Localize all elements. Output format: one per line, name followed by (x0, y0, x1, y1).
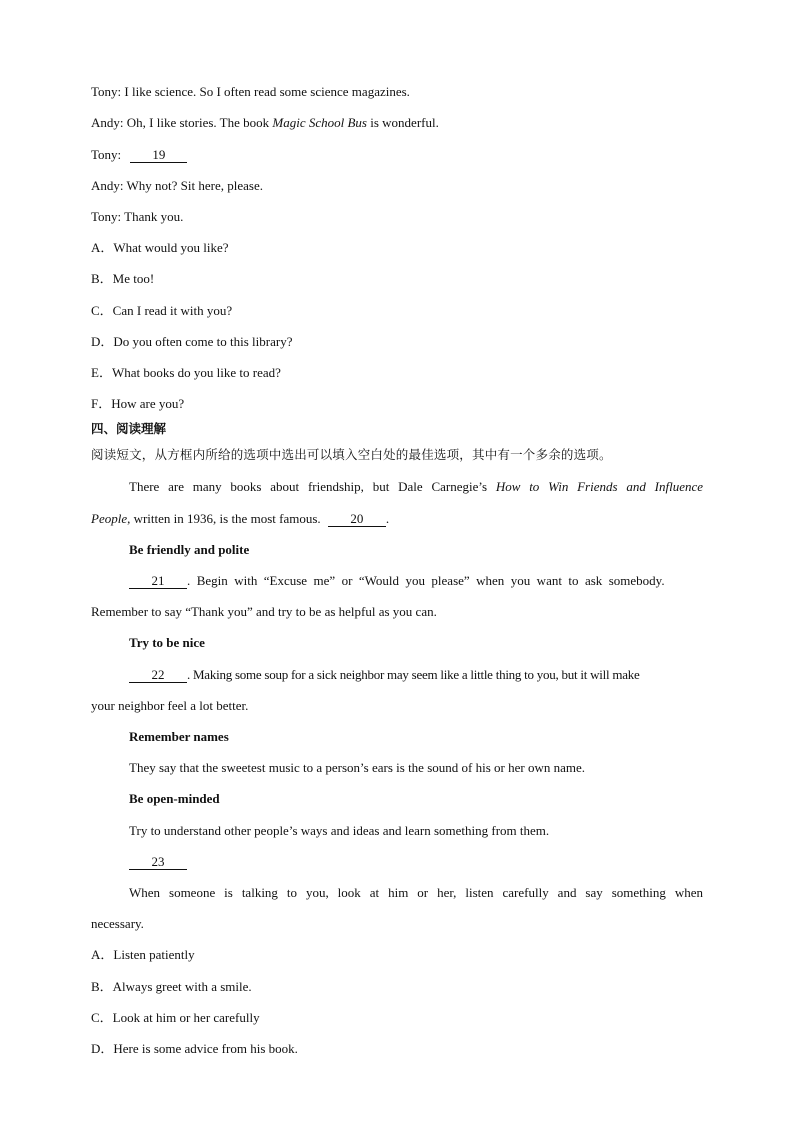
passage-line: Try to understand other people’s ways and ideas and learn something from them. (129, 823, 550, 838)
speaker: Andy: (91, 178, 124, 193)
passage-text: , written in 1936, is the most famous. (127, 511, 321, 526)
dialogue-text: I like science. So I often read some science magazines. (124, 84, 410, 99)
book-title: Magic School Bus (272, 115, 367, 130)
option-letter: C． (91, 303, 113, 318)
option-item (91, 271, 703, 287)
option-letter: C． (91, 1010, 113, 1025)
option-text: Here is some advice from his book. (113, 1041, 298, 1056)
dialogue-line (91, 115, 703, 131)
option-item (91, 240, 703, 256)
option-item (91, 365, 703, 381)
passage-intro-line: People, written in 1936, is the most famous. 20 . (91, 511, 390, 526)
option-letter: D． (91, 1041, 114, 1056)
dialogue-text: Oh, I like stories. The book (126, 115, 273, 130)
book-title: How to Win Friends and Influence (495, 479, 703, 494)
passage-line (129, 573, 703, 589)
option-letter: D． (91, 334, 114, 349)
option-text: Can I read it with you? (112, 303, 233, 318)
dialogue-line (91, 147, 703, 163)
book-title: People (91, 511, 128, 526)
option-text: Me too! (112, 271, 155, 286)
subheading: Remember names (129, 729, 229, 744)
option-letter: A． (91, 240, 114, 255)
option-letter: B． (91, 979, 113, 994)
passage-line: necessary. (91, 916, 144, 931)
dialogue-line (91, 178, 703, 194)
option-text: What would you like? (113, 240, 229, 255)
answer-blank[interactable]: 22 (129, 668, 187, 683)
option-item (91, 947, 703, 963)
subheading: Be open-minded (129, 791, 220, 806)
option-text: Listen patiently (113, 947, 195, 962)
option-letter: B． (91, 271, 113, 286)
option-item (91, 396, 703, 412)
dialogue-text: is wonderful. (366, 115, 439, 130)
option-letter: F． (91, 396, 112, 411)
option-text: Look at him or her carefully (112, 1010, 260, 1025)
passage-line: When someone is talking to you, look at him or her, listen carefully and say something when (129, 885, 703, 900)
option-text: Always greet with a smile. (112, 979, 252, 994)
section-instruction: 阅读短文，从方框内所给的选项中选出可以填入空白处的最佳选项，其中有一个多余的选项。 (91, 447, 612, 462)
dialogue-text: Thank you. (124, 209, 184, 224)
passage-text: . Making some soup for a sick neighbor may seem like a little thing to you, but it will make (187, 667, 640, 682)
passage-line: Remember to say “Thank you” and try to be as helpful as you can. (91, 604, 437, 619)
passage-line: They say that the sweetest music to a person’s ears is the sound of his or her own name. (129, 760, 585, 775)
option-item (91, 1010, 703, 1026)
subheading: Be friendly and polite (129, 542, 250, 557)
speaker: Andy: (91, 115, 124, 130)
passage-intro-line (129, 479, 703, 495)
speaker: Tony: (91, 147, 122, 162)
section-heading: 四、阅读理解 (91, 421, 167, 436)
dialogue-text: Why not? Sit here, please. (126, 178, 263, 193)
option-item (91, 303, 703, 319)
passage-line (129, 667, 703, 683)
answer-blank[interactable]: 19 (130, 148, 187, 163)
dialogue-line (91, 209, 703, 225)
answer-blank[interactable]: 20 (328, 512, 386, 527)
option-letter: E． (91, 365, 112, 380)
passage-line (129, 854, 703, 870)
option-item (91, 1041, 703, 1057)
answer-blank[interactable]: 23 (129, 855, 187, 870)
option-text: Do you often come to this library? (113, 334, 293, 349)
answer-blank[interactable]: 21 (129, 574, 187, 589)
passage-text: There are many books about friendship, but Dale Carnegie’s (129, 479, 496, 494)
option-item (91, 334, 703, 350)
option-text: How are you? (111, 396, 185, 411)
passage-line: your neighbor feel a lot better. (91, 698, 249, 713)
option-text: What books do you like to read? (111, 365, 281, 380)
subheading: Try to be nice (129, 635, 205, 650)
passage-text: . Begin with “Excuse me” or “Would you please” when you want to ask somebody. (187, 573, 665, 588)
dialogue-line (91, 84, 703, 100)
option-item (91, 979, 703, 995)
speaker: Tony: (91, 209, 122, 224)
option-letter: A． (91, 947, 114, 962)
speaker: Tony: (91, 84, 122, 99)
